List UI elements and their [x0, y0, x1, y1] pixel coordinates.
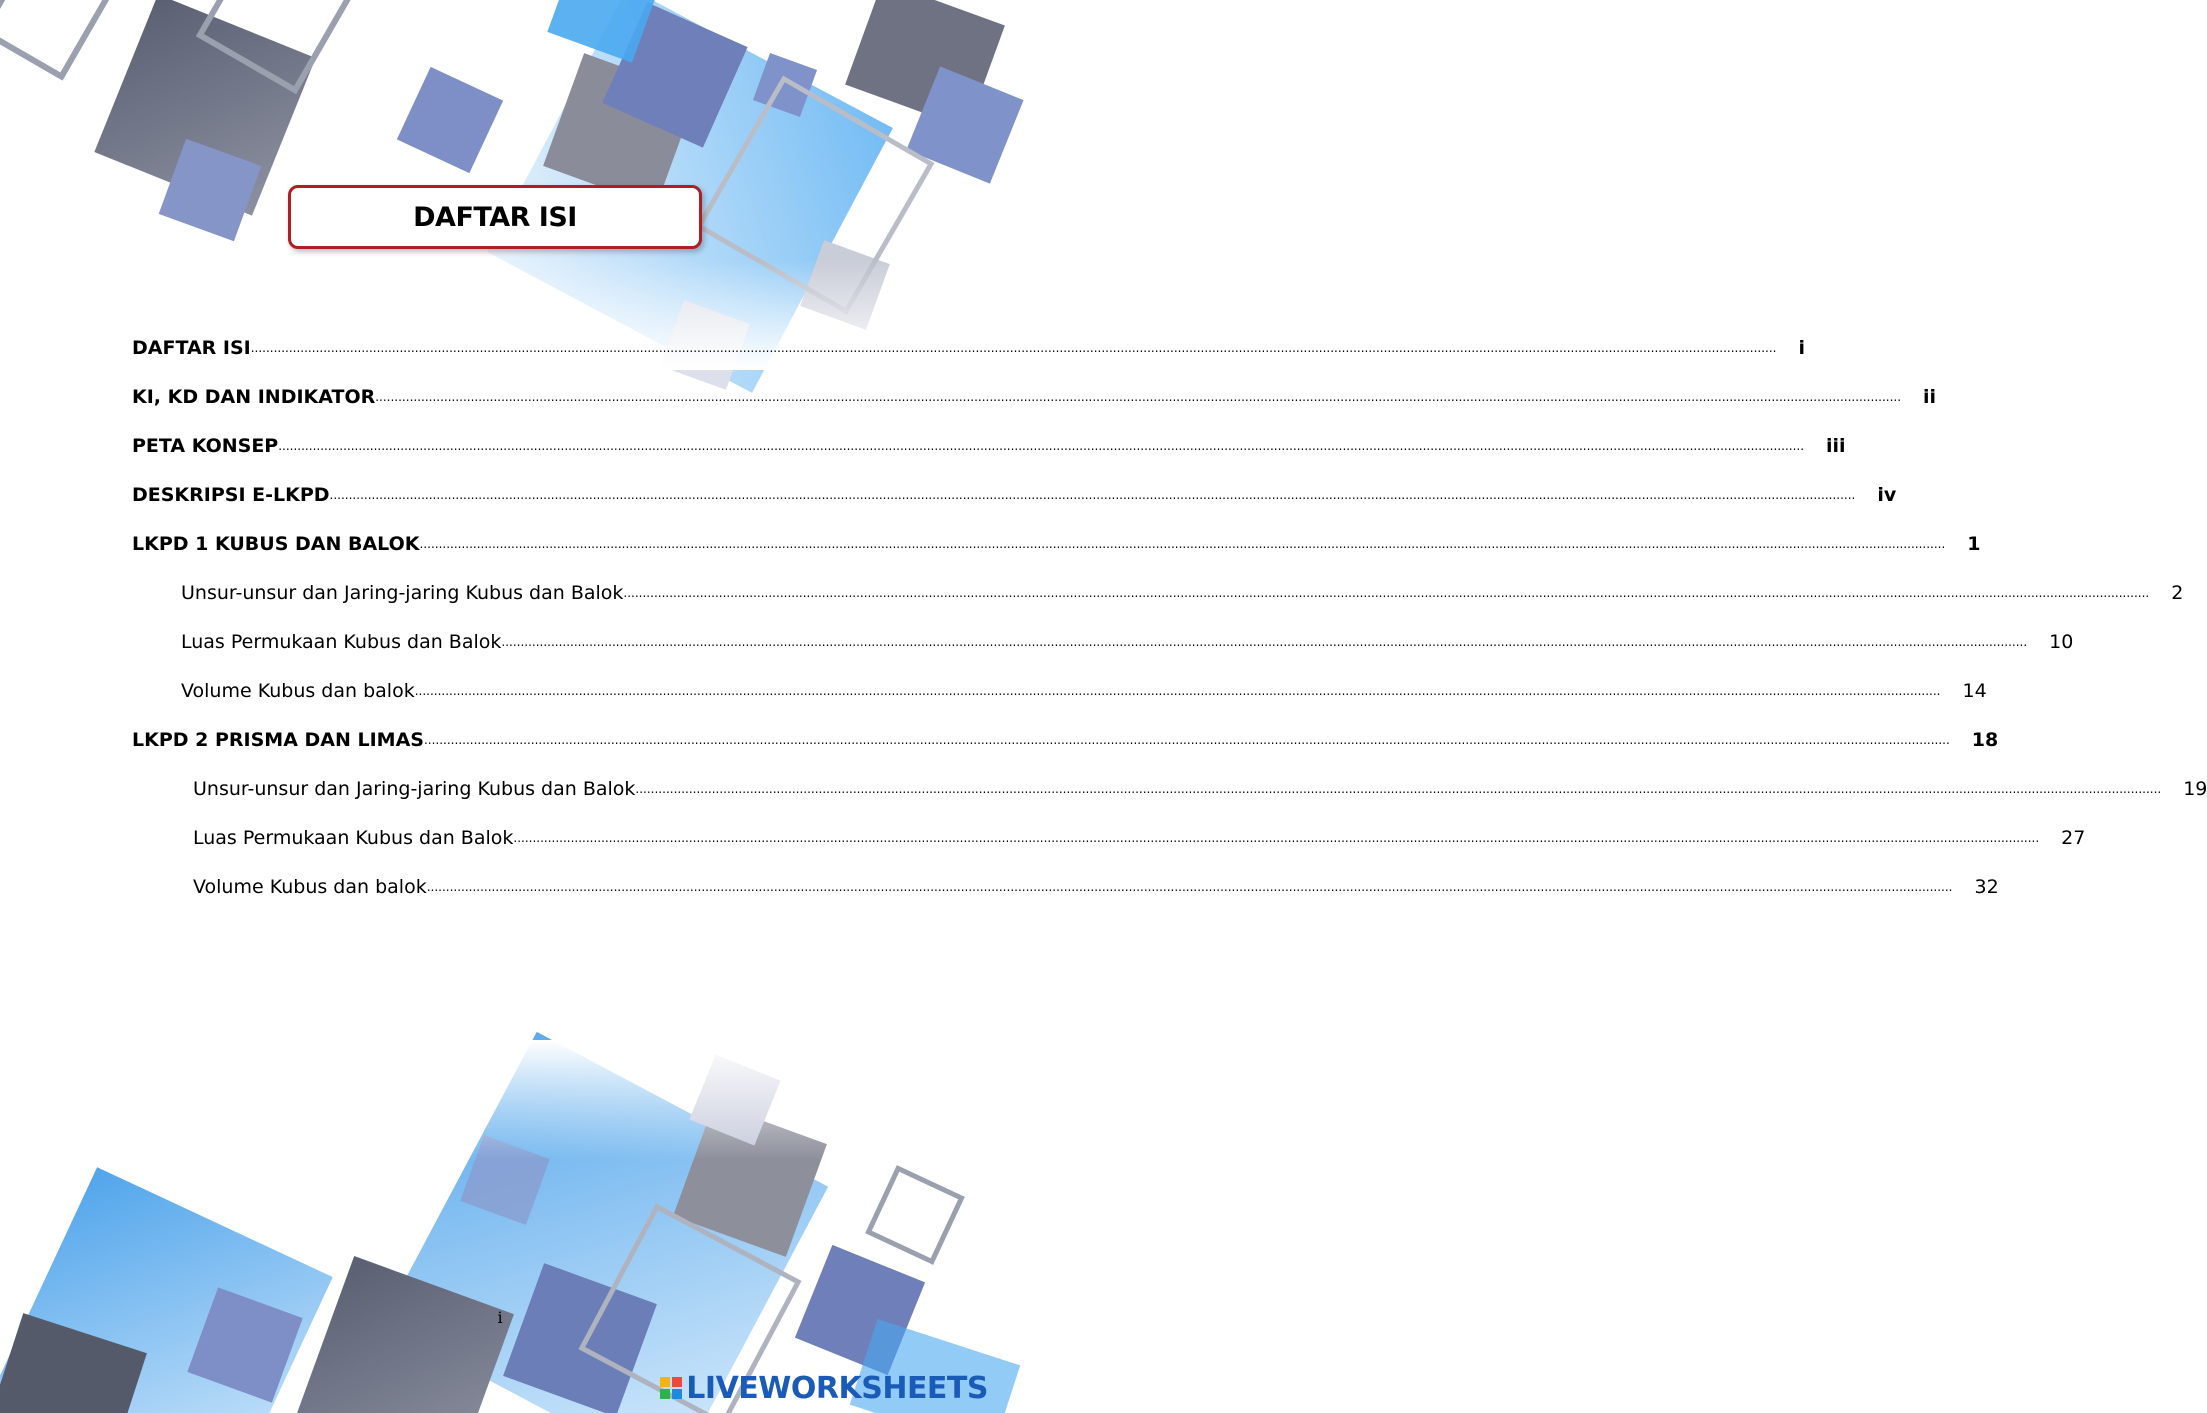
brand-logo — [660, 1370, 988, 1406]
toc-entry[interactable] — [132, 527, 1981, 555]
toc-dot-leader: ................................................................................................................................................................................................................................................................................................................................................................................................................ — [513, 831, 2040, 845]
toc-entry-page: 14 — [1962, 680, 1987, 702]
toc-entry-page: 32 — [1974, 876, 1999, 898]
toc-dot-leader: ................................................................................................................................................................................................................................................................................................................................................................................................................ — [414, 684, 1941, 698]
toc-entry-label: Luas Permukaan Kubus dan Balok — [193, 827, 514, 849]
toc-entry-page: 10 — [2049, 631, 2074, 653]
toc-dot-leader: ................................................................................................................................................................................................................................................................................................................................................................................................................ — [278, 439, 1805, 453]
toc-dot-leader: ................................................................................................................................................................................................................................................................................................................................................................................................................ — [375, 390, 1902, 404]
toc-entry[interactable] — [181, 625, 2074, 653]
page-title: DAFTAR ISI — [413, 201, 577, 233]
toc-entry-label: KI, KD DAN INDIKATOR — [132, 386, 376, 408]
toc-entry-label: PETA KONSEP — [132, 435, 279, 457]
toc-entry-label: Volume Kubus dan balok — [193, 876, 427, 898]
toc-dot-leader: ................................................................................................................................................................................................................................................................................................................................................................................................................ — [419, 537, 1946, 551]
toc-entry-label: Luas Permukaan Kubus dan Balok — [181, 631, 502, 653]
toc-entry-page: 2 — [2171, 582, 2184, 604]
toc-entry[interactable] — [132, 478, 1897, 506]
toc-entry[interactable] — [193, 821, 2086, 849]
toc-entry-page: 27 — [2061, 827, 2086, 849]
toc-entry-page: 1 — [1967, 533, 1981, 555]
toc-entry-page: ii — [1923, 386, 1937, 408]
toc-entry[interactable] — [193, 772, 2207, 800]
toc-dot-leader: ................................................................................................................................................................................................................................................................................................................................................................................................................ — [329, 488, 1856, 502]
toc-entry-label: LKPD 2 PRISMA DAN LIMAS — [132, 729, 424, 751]
toc-entry[interactable] — [181, 576, 2184, 604]
toc-entry-page: i — [1798, 337, 1806, 359]
toc-dot-leader: ................................................................................................................................................................................................................................................................................................................................................................................................................ — [501, 635, 2028, 649]
page-number: i — [497, 1308, 503, 1327]
toc-entry-label: Volume Kubus dan balok — [181, 680, 415, 702]
toc-entry-label: Unsur-unsur dan Jaring-jaring Kubus dan Balok — [181, 582, 624, 604]
toc-entry[interactable] — [132, 723, 1999, 751]
toc-entry[interactable] — [132, 380, 1937, 408]
brand-name: LIVEWORKSHEETS — [686, 1370, 988, 1406]
toc-entry[interactable] — [132, 331, 1806, 359]
toc-entry-page: 18 — [1971, 729, 1999, 751]
toc-entry[interactable] — [132, 429, 1846, 457]
liveworksheets-logo-icon — [660, 1377, 682, 1399]
toc-entry-label: DESKRIPSI E-LKPD — [132, 484, 330, 506]
toc-entry-label: DAFTAR ISI — [132, 337, 251, 359]
toc-entry[interactable] — [193, 870, 1999, 898]
toc-entry-page: 19 — [2183, 778, 2207, 800]
toc-entry-page: iii — [1826, 435, 1846, 457]
toc-entry-label: LKPD 1 KUBUS DAN BALOK — [132, 533, 420, 555]
toc-dot-leader: ................................................................................................................................................................................................................................................................................................................................................................................................................ — [635, 782, 2162, 796]
toc-entry-label: Unsur-unsur dan Jaring-jaring Kubus dan Balok — [193, 778, 636, 800]
toc-dot-leader: ................................................................................................................................................................................................................................................................................................................................................................................................................ — [623, 586, 2150, 600]
toc-entry[interactable] — [181, 674, 1987, 702]
toc-entry-page: iv — [1877, 484, 1897, 506]
toc-dot-leader: ................................................................................................................................................................................................................................................................................................................................................................................................................ — [250, 341, 1777, 355]
toc-dot-leader: ................................................................................................................................................................................................................................................................................................................................................................................................................ — [426, 880, 1953, 894]
toc-dot-leader: ................................................................................................................................................................................................................................................................................................................................................................................................................ — [423, 733, 1950, 747]
